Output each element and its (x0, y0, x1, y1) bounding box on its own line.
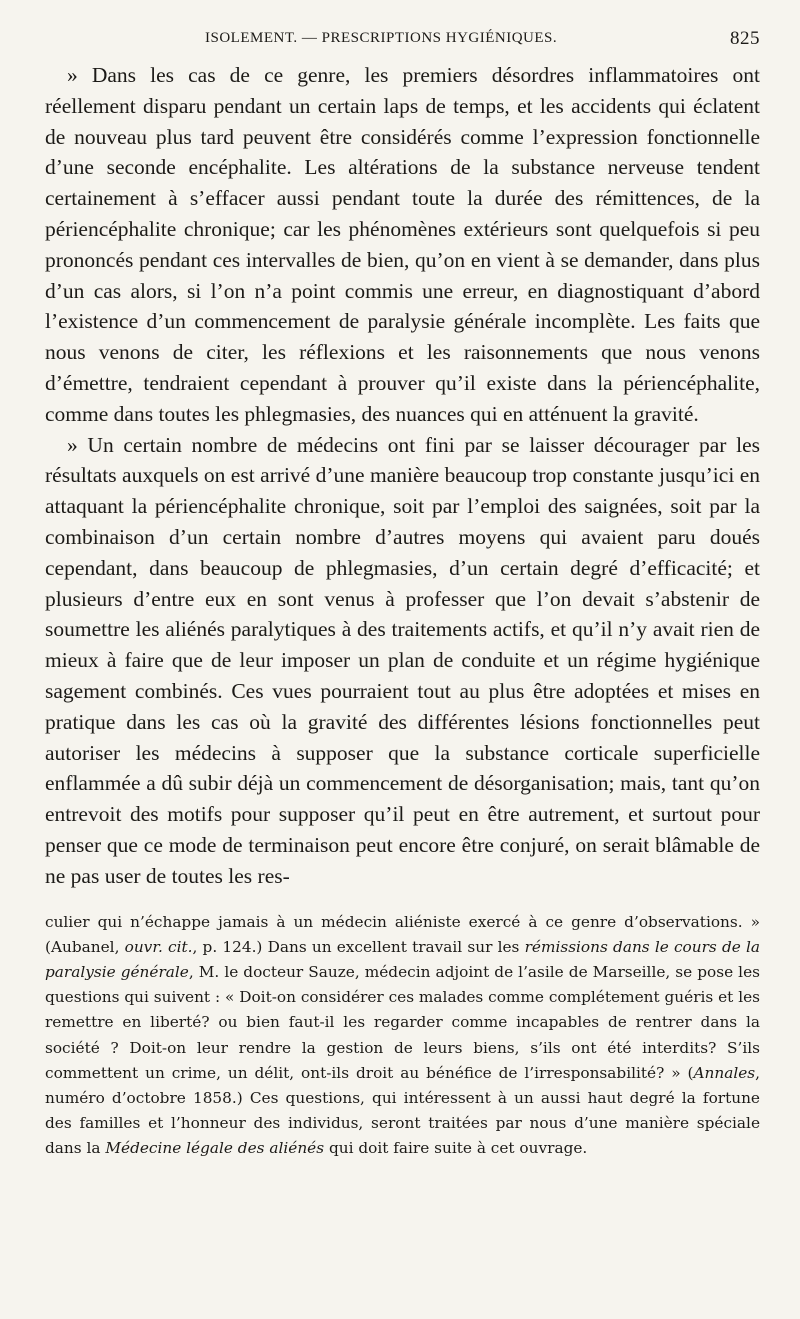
footnote-segment: , numéro d’octobre 1858.) Ces questions, qui intéressent à un aussi haut degré la fortune des familles et l’honneur des individus, seront traitées par nous d’une manière spéciale dans la (45, 1063, 760, 1158)
main-text (45, 60, 760, 892)
footnote-segment: qui doit faire suite à cet ouvrage. (324, 1139, 588, 1158)
footnote (45, 910, 760, 1162)
paragraph: » Dans les cas de ce genre, les premiers désordres inflammatoires ont réellement disparu pendant un certain laps de temps, et les accidents qui éclatent de nouveau plus tard peuvent être considérés comme l’expression fonctionnelle d’une seconde encéphalite. Les altérations de la substance nerveuse tendent certainement à s’effacer aussi pendant toute la durée des rémittences, de la périencéphalite chronique; car les phénomènes extérieurs sont quelquefois si peu prononcés pendant ces intervalles de bien, qu’on en vient à se demander, dans plus d’un cas alors, si l’on n’a point commis une erreur, en diagnostiquant d’abord l’existence d’un commencement de paralysie générale incomplète. Les faits que nous venons de citer, les réflexions et les raisonnements que nous venons d’émettre, tendraient cependant à prouver qu’il existe dans la périencéphalite, comme dans toutes les phlegmasies, des nuances qui en atténuent la gravité. (45, 63, 760, 426)
footnote-journal-title: Annales (693, 1063, 756, 1082)
footnote-segment: , M. le docteur Sauze, médecin adjoint de l’asile de Marseille, se pose les questions qui suivent : « Doit-on considérer ces malades comme complétement guéris et les remettre en liberté? ou bien faut-il les regarder comme incapables de rentrer dans la société ? Doit-on leur rendre la gestion de leurs biens, s’ils ont été interdits? S’ils commettent un crime, un délit, ont-ils droit au bénéfice de l’irresponsabilité? » ( (45, 962, 760, 1082)
footnote-segment: culier qui n’échappe jamais à un médecin aliéniste exercé à ce genre d’observations. » (Aubanel, (45, 912, 760, 956)
footnote-segment: , p. 124.) Dans un excellent travail sur les (192, 937, 525, 956)
running-header (45, 24, 760, 60)
footnote-text (45, 910, 760, 1162)
paragraph: » Un certain nombre de médecins ont fini par se laisser décourager par les résultats auxquels on est arrivé d’une manière beaucoup trop constante jusqu’ici en attaquant la périencéphalite chronique, soit par l’emploi des saignées, soit par la combinaison d’un certain nombre d’autres moyens qui avaient paru doués cependant, dans beaucoup de phlegmasies, d’un certain degré d’efficacité; et plusieurs d’entre eux en sont venus à professer que l’on devait s’abstenir de soumettre les aliénés paralytiques à des traitements actifs, et qu’il n’y avait rien de mieux à faire que de leur imposer un plan de conduite et un régime hygiénique sagement combinés. Ces vues pourraient tout au plus être adoptées et mises en pratique dans les cas où la gravité des différentes lésions fonctionnelles peut autoriser les médecins à supposer que la substance corticale superficielle enflammée a dû subir déjà un commencement de désorganisation; mais, tant qu’on entrevoit des motifs pour supposer qu’il peut en être autrement, et surtout pour penser que ce mode de terminaison peut encore être conjuré, on serait blâmable de ne pas user de toutes les res- (45, 432, 760, 888)
footnote-work-title: rémissions dans le cours de la paralysie générale (45, 937, 760, 981)
running-title: ISOLEMENT. — PRESCRIPTIONS HYGIÉNIQUES. (205, 30, 558, 46)
footnote-citation-italic: ouvr. cit. (124, 937, 193, 956)
footnote-book-title: Médecine légale des aliénés (105, 1139, 325, 1158)
page-number: 825 (730, 28, 760, 49)
